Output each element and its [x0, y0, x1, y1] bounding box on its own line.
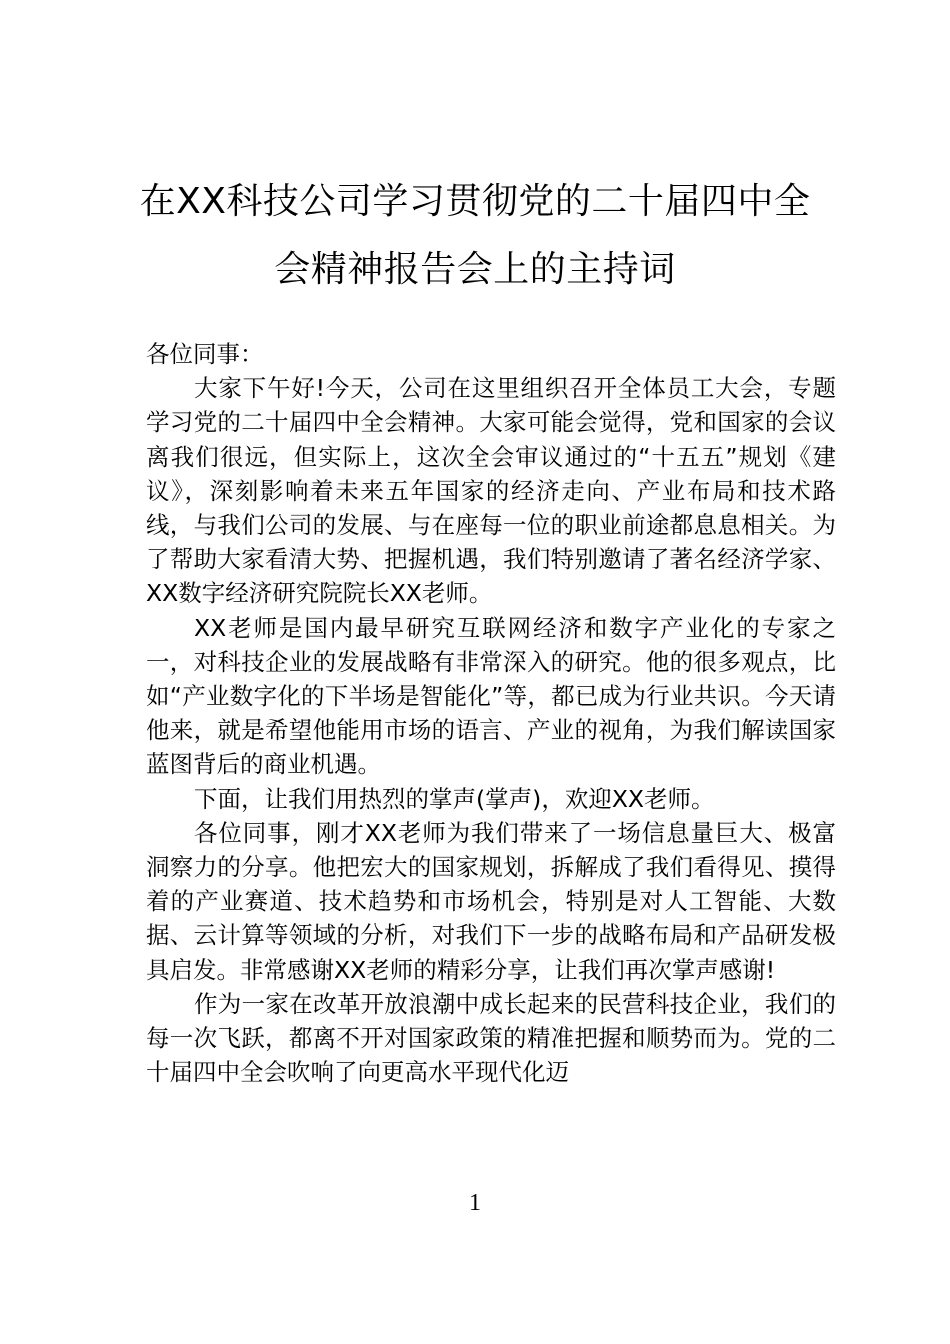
title-line-2: 会精神报告会上的主持词: [274, 249, 676, 290]
document-body: [146, 337, 836, 1089]
page-number: 1: [469, 1190, 481, 1216]
paragraph-closing: 作为一家在改革开放浪潮中成长起来的民营科技企业，我们的每一次飞跃，都离不开对国家政策的精准把握和顺势而为。党的二十届四中全会吹响了向更高水平现代化迈: [146, 989, 836, 1087]
document-title: [130, 168, 820, 304]
salutation: 各位同事：: [146, 340, 264, 368]
paragraph-welcome: 下面，让我们用热烈的掌声(掌声)，欢迎XX老师。: [194, 784, 715, 813]
paragraph-speaker-intro: XX老师是国内最早研究互联网经济和数字产业化的专家之一，对科技企业的发展战略有非常深入的研究。他的很多观点，比如“产业数字化的下半场是智能化”等，都已成为行业共识。今天请他来，就是希望他能用市场的语言、产业的视角，为我们解读国家蓝图背后的商业机遇。: [146, 613, 836, 779]
paragraph-thanks: 各位同事，刚才XX老师为我们带来了一场信息量巨大、极富洞察力的分享。他把宏大的国家规划，拆解成了我们看得见、摸得着的产业赛道、技术趋势和市场机会，特别是对人工智能、大数据、云计算等领域的分析，对我们下一步的战略布局和产品研发极具启发。非常感谢XX老师的精彩分享，让我们再次掌声感谢!: [146, 818, 836, 984]
paragraph-opening: 大家下午好!今天，公司在这里组织召开全体员工大会，专题学习党的二十届四中全会精神。大家可能会觉得，党和国家的会议离我们很远，但实际上，这次全会审议通过的“十五五”规划《建议》，深刻影响着未来五年国家的经济走向、产业布局和技术路线，与我们公司的发展、与在座每一位的职业前途都息息相关。为了帮助大家看清大势、把握机遇，我们特别邀请了著名经济学家、XX数字经济研究院院长XX老师。: [146, 374, 836, 608]
title-line-1: 在XX科技公司学习贯彻党的二十届四中全: [139, 181, 811, 222]
